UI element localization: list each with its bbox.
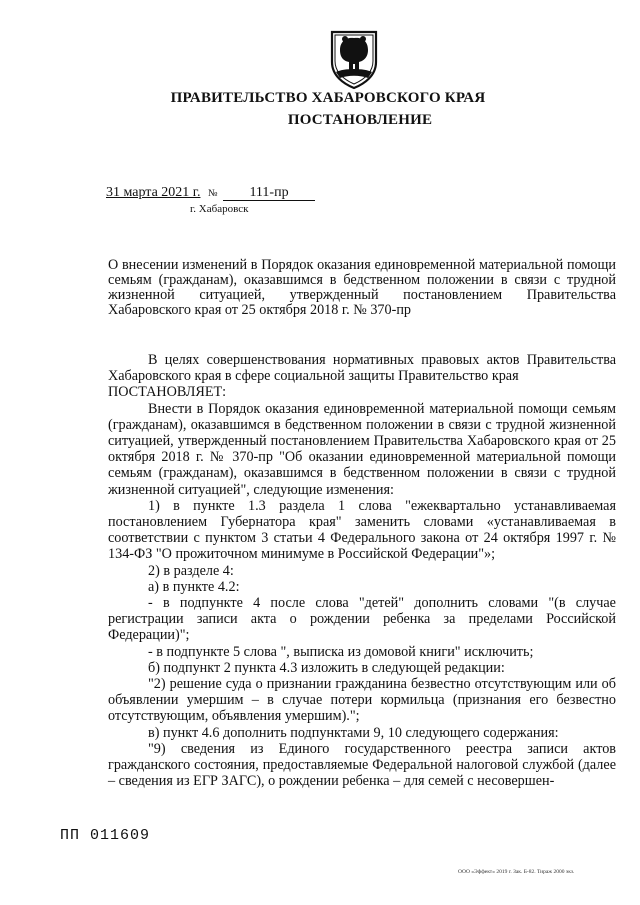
government-title: ПРАВИТЕЛЬСТВО ХАБАРОВСКОГО КРАЯ [170, 90, 486, 106]
date-number-line [106, 185, 315, 201]
body-paragraph: - в подпункте 4 после слова "детей" дополнить словами "(в случае регистрации записи акта о рождении ребенка за пределами Российской Федерации)"; [108, 595, 616, 644]
printer-imprint: ООО «Эффект» 2019 г. Зак. Б-82. Тираж 2000 экз. [458, 869, 575, 875]
document-subject: О внесении изменений в Порядок оказания единовременной материальной помощи семьям (гражданам), оказавшимся в бедственном положении в связи с трудной жизненной ситуацией, утвержденный постановлением Правительства Хабаровского края от 25 октября 2018 г. № 370-пр [108, 257, 616, 318]
body-paragraph: Внести в Порядок оказания единовременной материальной помощи семьям (гражданам), оказавшимся в бедственном положении в связи с трудной жизненной ситуацией, утвержденный постановлением Правительства Хабаровского края от 25 октября 2018 г. № 370-пр "Об оказании единовременной материальной помощи семьям (гражданам), оказавшимся в бедственном положении в связи с трудной жизненной ситуацией", следующие изменения: [108, 400, 616, 498]
document-body [108, 352, 616, 789]
city-label: г. Хабаровск [190, 203, 249, 215]
body-paragraph: В целях совершенствования нормативных правовых актов Правительства Хабаровского края в сфере социальной защиты Правительство края [108, 352, 616, 385]
body-paragraph: "9) сведения из Единого государственного реестра записи актов гражданского состояния, предоставляемые Федеральной налоговой службой (далее – сведения из ЕГР ЗАГС), о рождении ребенка – для семей с несовершен- [108, 740, 616, 790]
body-paragraph: 1) в пункте 1.3 раздела 1 слова "ежеквартально устанавливаемая постановлением Губернатора края" заменить словами «устанавливаемая в соответствии с пунктом 3 статьи 4 Федерального закона от 24 октября 1997 г. № 134-ФЗ "О прожиточном минимуме в Российской Федерации"»; [108, 497, 616, 563]
form-serial-number: ПП 011609 [60, 827, 151, 844]
body-paragraph: - в подпункте 5 слова ", выписка из домовой книги" исключить; [148, 643, 534, 660]
number-sign: № [207, 188, 218, 199]
document-date: 31 марта 2021 г. [106, 185, 201, 200]
body-paragraph: 2) в разделе 4: [148, 562, 234, 579]
body-paragraph: а) в пункте 4.2: [148, 578, 240, 595]
body-paragraph: в) пункт 4.6 дополнить подпунктами 9, 10 следующего содержания: [148, 724, 559, 741]
body-paragraph: б) подпункт 2 пункта 4.3 изложить в следующей редакции: [148, 659, 505, 676]
body-paragraph: "2) решение суда о признании гражданина безвестно отсутствующим или об объявлении умершим – в случае потери кормильца (признания его безвестно отсутствующим, объявления умершим)."; [108, 676, 616, 725]
document-type-title: ПОСТАНОВЛЕНИЕ [287, 112, 433, 128]
document-number: 111-пр [223, 186, 315, 201]
coat-of-arms-emblem [328, 28, 380, 90]
body-paragraph-resolves: ПОСТАНОВЛЯЕТ: [108, 384, 227, 401]
